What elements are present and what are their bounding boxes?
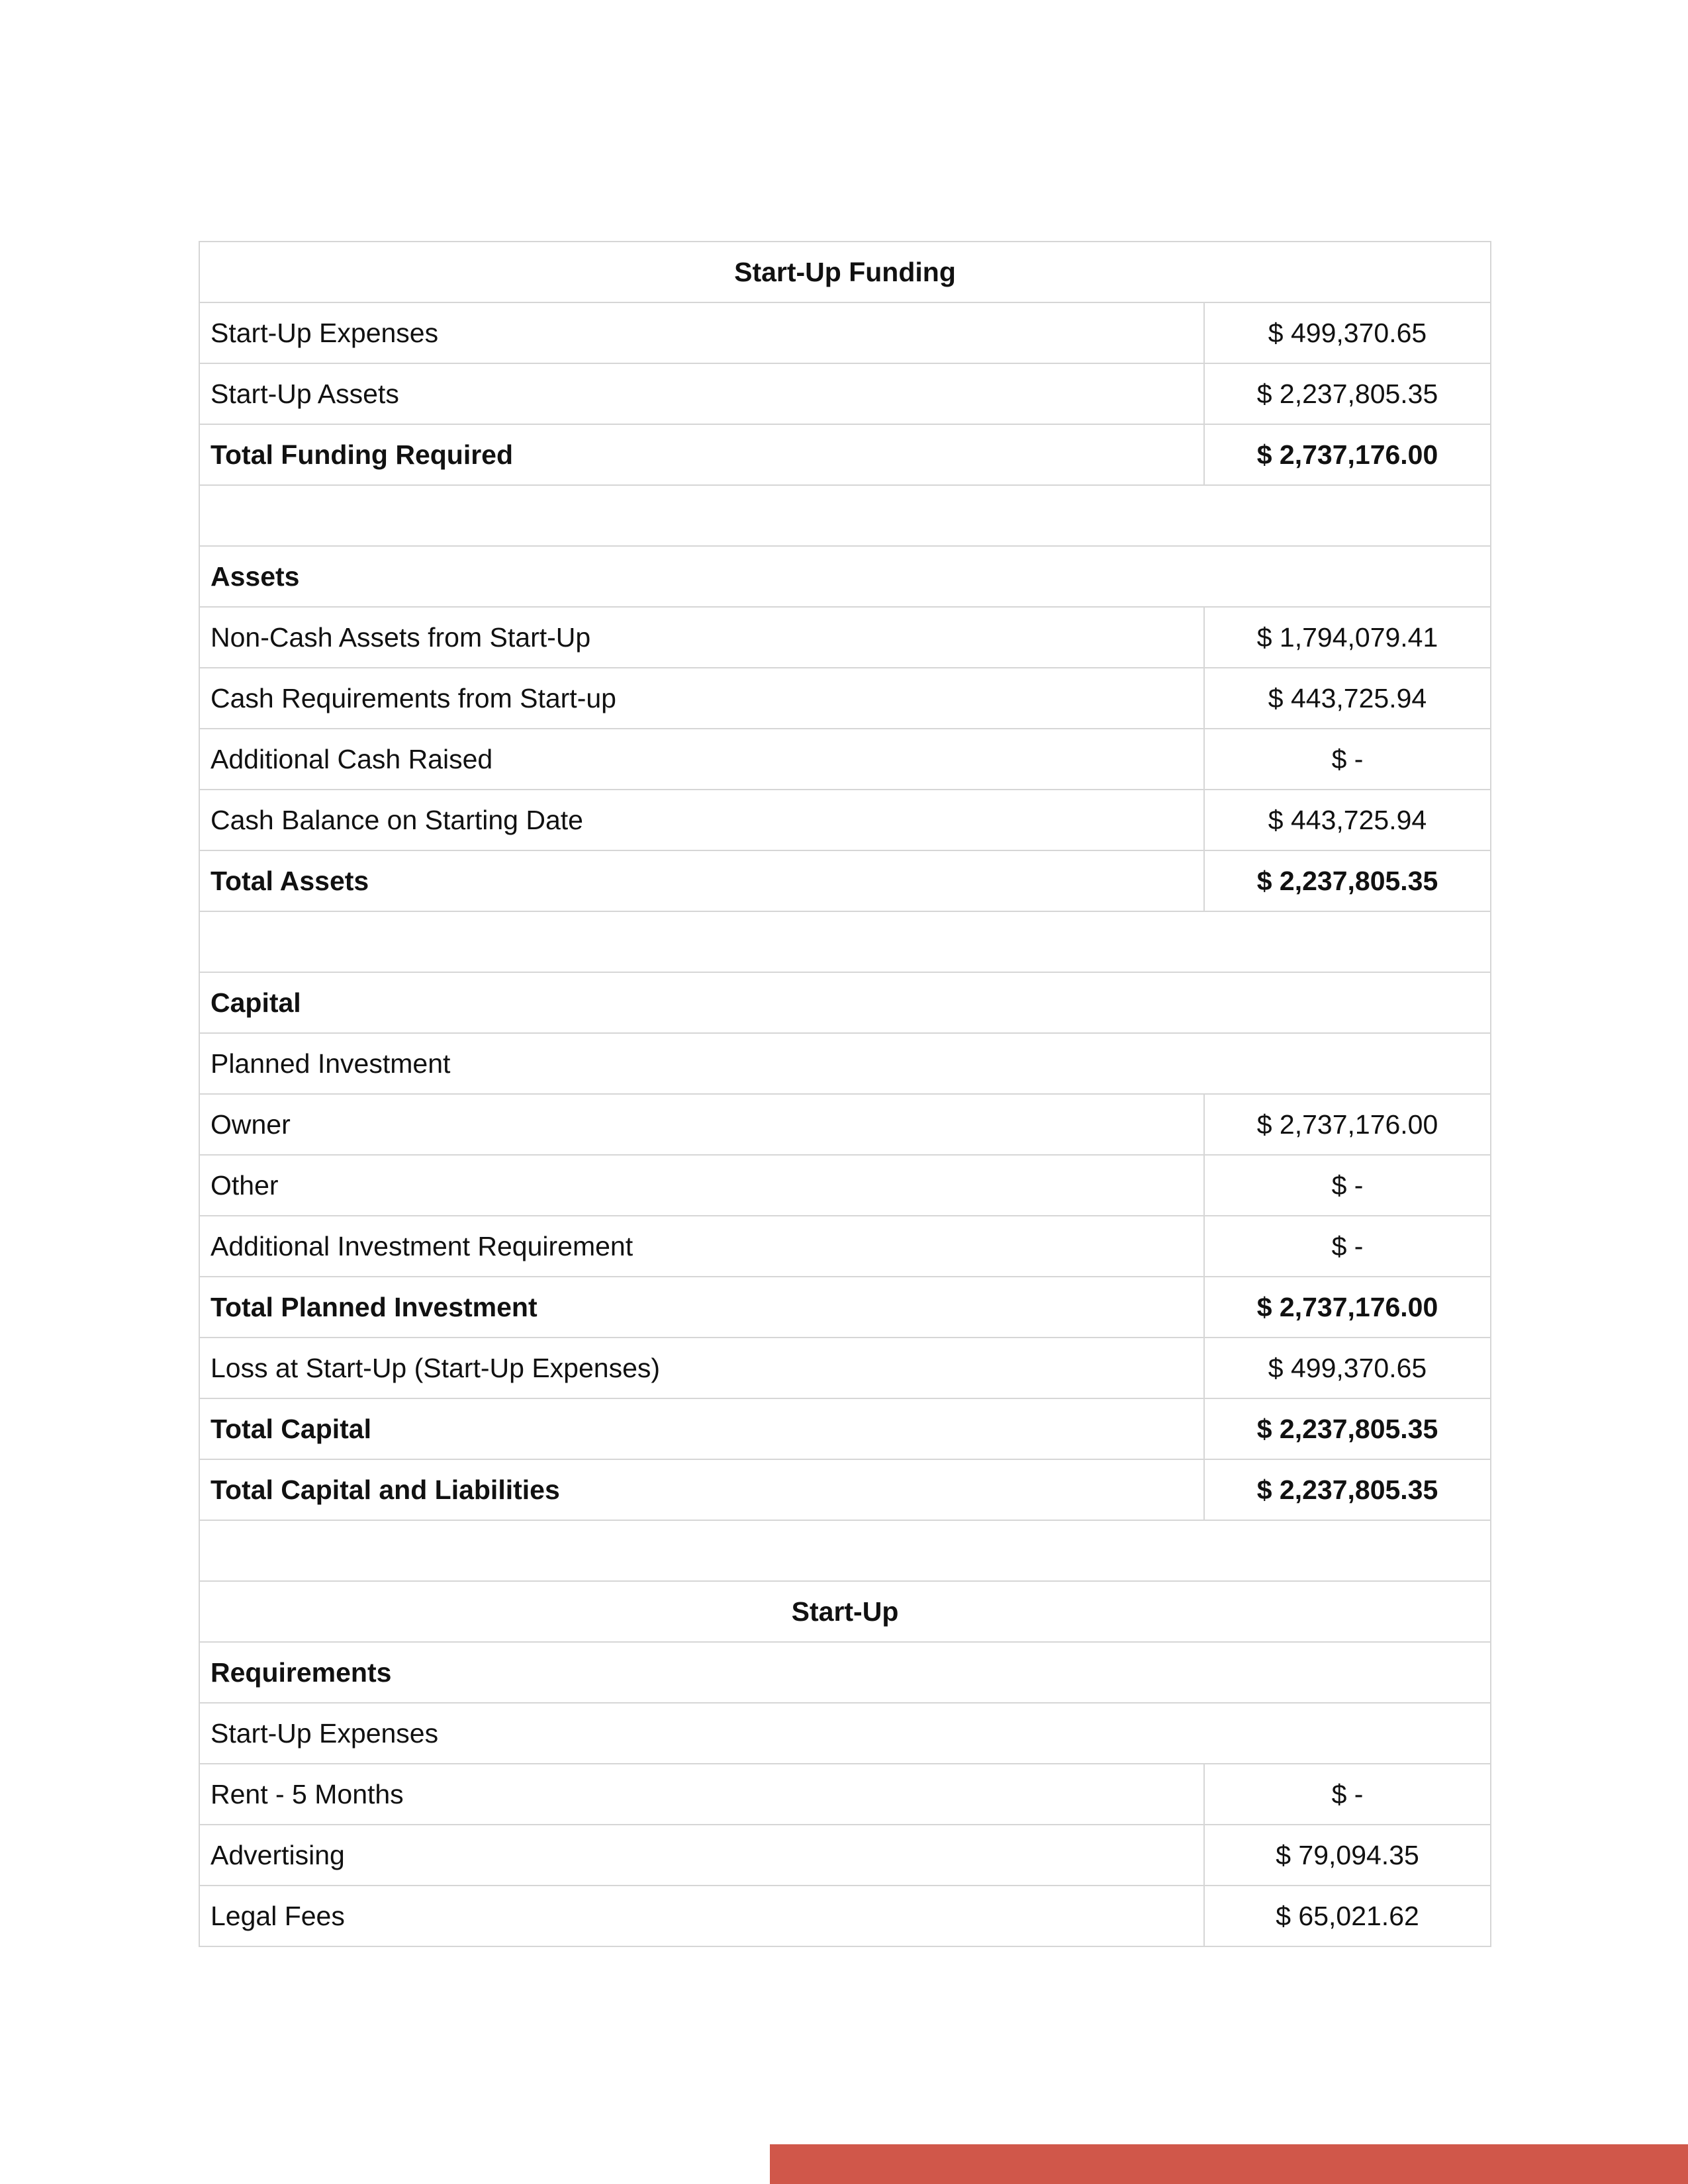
row-value: $ 499,370.65	[1204, 302, 1491, 363]
row-value: $ 65,021.62	[1204, 1886, 1491, 1946]
section-heading: Capital	[199, 972, 1491, 1033]
line-item-row	[199, 1764, 1491, 1825]
footer-accent-bar	[770, 2144, 1688, 2184]
row-label: Legal Fees	[199, 1886, 1204, 1946]
row-value: $ -	[1204, 1764, 1491, 1825]
line-item-row	[199, 1886, 1491, 1946]
row-value: $ 2,737,176.00	[1204, 1277, 1491, 1338]
startup-funding-table	[199, 241, 1491, 1947]
section-heading-row	[199, 546, 1491, 607]
row-value: $ -	[1204, 1216, 1491, 1277]
subheading-label: Start-Up Expenses	[199, 1703, 1491, 1764]
row-label: Start-Up Expenses	[199, 302, 1204, 363]
blank-row	[199, 911, 1491, 972]
table-body	[199, 242, 1491, 1946]
blank-row	[199, 1520, 1491, 1581]
section-heading-row	[199, 1642, 1491, 1703]
blank-cell	[199, 485, 1491, 546]
section-heading: Requirements	[199, 1642, 1491, 1703]
row-label: Advertising	[199, 1825, 1204, 1886]
row-label: Additional Cash Raised	[199, 729, 1204, 790]
row-value: $ 2,237,805.35	[1204, 1398, 1491, 1459]
section-title: Start-Up Funding	[199, 242, 1491, 302]
line-item-row	[199, 607, 1491, 668]
line-item-row	[199, 668, 1491, 729]
row-label: Total Assets	[199, 850, 1204, 911]
total-row	[199, 1459, 1491, 1520]
row-value: $ 79,094.35	[1204, 1825, 1491, 1886]
row-label: Total Capital and Liabilities	[199, 1459, 1204, 1520]
total-row	[199, 1398, 1491, 1459]
line-item-row	[199, 1094, 1491, 1155]
row-value: $ -	[1204, 1155, 1491, 1216]
line-item-row	[199, 302, 1491, 363]
total-row	[199, 850, 1491, 911]
section-title: Start-Up	[199, 1581, 1491, 1642]
subheading-label: Planned Investment	[199, 1033, 1491, 1094]
row-label: Cash Balance on Starting Date	[199, 790, 1204, 850]
row-label: Total Planned Investment	[199, 1277, 1204, 1338]
subheading-row	[199, 1033, 1491, 1094]
subheading-row	[199, 1703, 1491, 1764]
row-value: $ 443,725.94	[1204, 790, 1491, 850]
line-item-row	[199, 790, 1491, 850]
row-value: $ 499,370.65	[1204, 1338, 1491, 1398]
line-item-row	[199, 1155, 1491, 1216]
total-row	[199, 1277, 1491, 1338]
row-label: Loss at Start-Up (Start-Up Expenses)	[199, 1338, 1204, 1398]
row-label: Other	[199, 1155, 1204, 1216]
row-label: Total Funding Required	[199, 424, 1204, 485]
blank-cell	[199, 911, 1491, 972]
section-heading-row	[199, 972, 1491, 1033]
line-item-row	[199, 729, 1491, 790]
blank-row	[199, 485, 1491, 546]
blank-cell	[199, 1520, 1491, 1581]
row-value: $ -	[1204, 729, 1491, 790]
row-value: $ 2,237,805.35	[1204, 363, 1491, 424]
row-label: Rent - 5 Months	[199, 1764, 1204, 1825]
section-title-row	[199, 1581, 1491, 1642]
row-value: $ 443,725.94	[1204, 668, 1491, 729]
section-heading: Assets	[199, 546, 1491, 607]
row-label: Total Capital	[199, 1398, 1204, 1459]
line-item-row	[199, 1216, 1491, 1277]
row-label: Owner	[199, 1094, 1204, 1155]
total-row	[199, 424, 1491, 485]
line-item-row	[199, 1338, 1491, 1398]
line-item-row	[199, 363, 1491, 424]
row-value: $ 2,237,805.35	[1204, 1459, 1491, 1520]
row-label: Additional Investment Requirement	[199, 1216, 1204, 1277]
row-value: $ 1,794,079.41	[1204, 607, 1491, 668]
row-value: $ 2,237,805.35	[1204, 850, 1491, 911]
row-label: Non-Cash Assets from Start-Up	[199, 607, 1204, 668]
line-item-row	[199, 1825, 1491, 1886]
row-value: $ 2,737,176.00	[1204, 1094, 1491, 1155]
row-label: Cash Requirements from Start-up	[199, 668, 1204, 729]
section-title-row	[199, 242, 1491, 302]
row-label: Start-Up Assets	[199, 363, 1204, 424]
row-value: $ 2,737,176.00	[1204, 424, 1491, 485]
